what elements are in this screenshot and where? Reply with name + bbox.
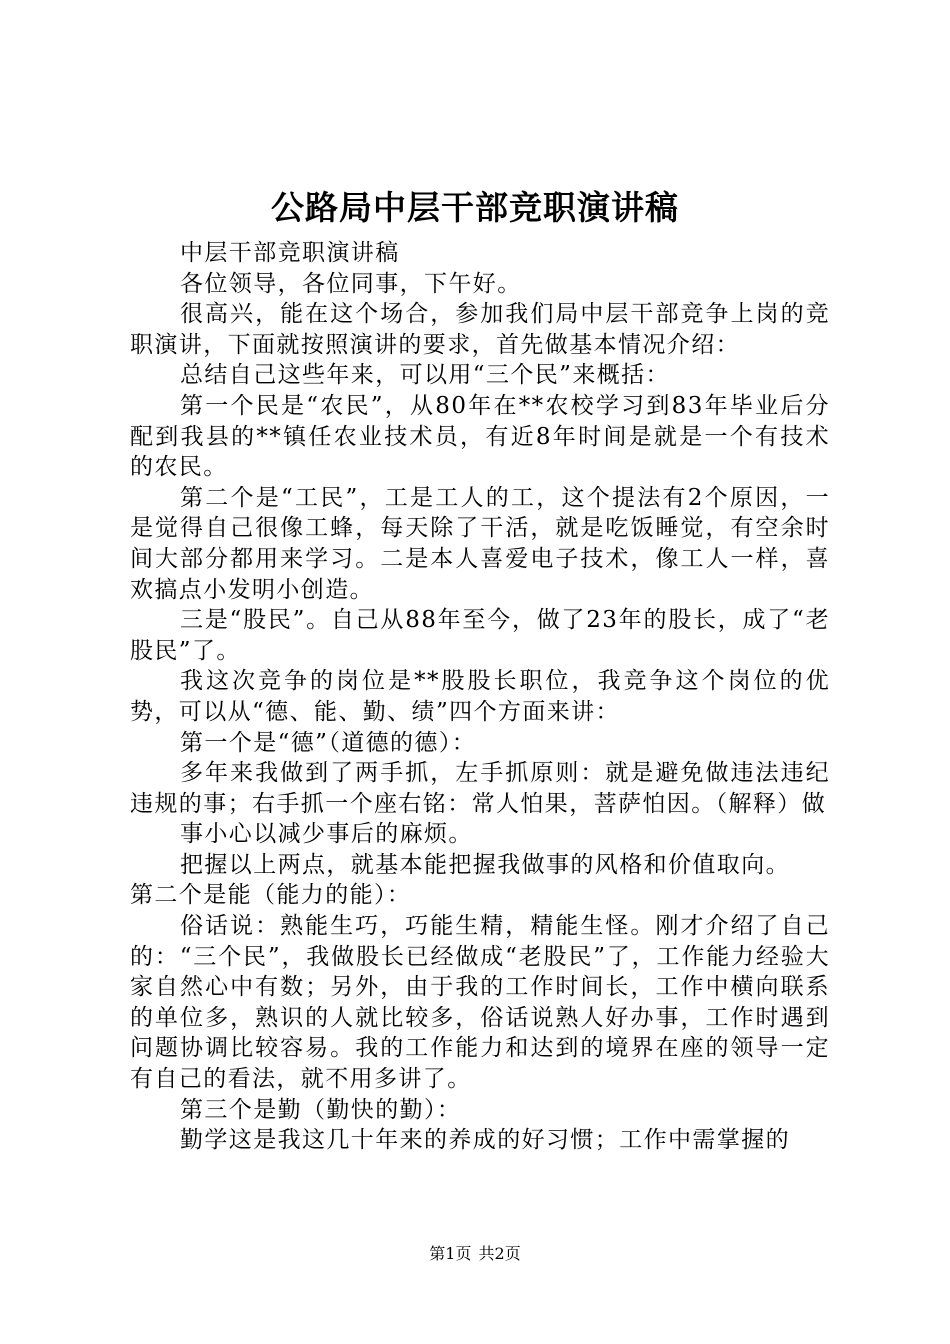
paragraph-greeting: 各位领导，各位同事，下午好。 [180, 270, 522, 297]
paragraph-virtue-cont: 事小心以减少事后的麻烦。 [180, 821, 473, 848]
paragraph-position: 我这次竞争的岗位是**股股长职位，我竞争这个岗位的优势，可以从“德、能、勤、绩”四个方面来讲： [130, 668, 830, 725]
paragraph-intro: 很高兴，能在这个场合，参加我们局中层干部竞争上岗的竞职演讲，下面就按照演讲的要求，首先做基本情况介绍： [130, 301, 830, 358]
paragraph-diligence-heading: 第三个是勤（勤快的勤）： [180, 1096, 462, 1123]
page-total: 共2页 [478, 1244, 521, 1263]
paragraph-ability: 俗话说：熟能生巧，巧能生精，精能生怪。刚才介绍了自己的：“三个民”，我做股长已经做成“老股民”了，工作能力经验大家自然心中有数；另外，由于我的工作时间长，工作中横向联系的单位多，熟识的人就比较多，俗话说熟人好办事，工作时遇到问题协调比较容易。我的工作能力和达到的境界在座的领导一定有自己的看法，就不用多讲了。 [130, 913, 830, 1093]
paragraph-virtue: 多年来我做到了两手抓，左手抓原则：就是避免做违法违纪违规的事；右手抓一个座右铭：常人怕果，菩萨怕因。（解释）做 [130, 760, 830, 817]
paragraph-diligence: 勤学这是我这几十年来的养成的好习惯；工作中需掌握的 [180, 1127, 790, 1154]
paragraph-virtue-heading: 第一个是“德”（道德的德）： [180, 729, 477, 756]
paragraph-virtue-summary: 把握以上两点，就基本能把握我做事的风格和价值取向。 [180, 851, 790, 878]
paragraph-farmer: 第一个民是“农民”，从80年在**农校学习到83年毕业后分配到我县的**镇任农业技术员，有近8年时间是就是一个有技术的农民。 [130, 392, 830, 481]
document-body [130, 238, 830, 1156]
document-title: 公路局中层干部竞职演讲稿 [271, 188, 679, 227]
paragraph-shareholder: 三是“股民”。自己从88年至今，做了23年的股长，成了“老股民”了。 [130, 607, 830, 664]
paragraph-summary: 总结自己这些年来，可以用“三个民”来概括： [180, 362, 670, 389]
paragraph-subtitle: 中层干部竞职演讲稿 [180, 240, 400, 266]
page-footer [0, 1243, 950, 1265]
page-number: 第1页 [429, 1244, 472, 1263]
paragraph-worker: 第二个是“工民”，工是工人的工，这个提法有2个原因，一是觉得自己很像工蜂，每天除了干活，就是吃饭睡觉，有空余时间大部分都用来学习。二是本人喜爱电子技术，像工人一样，喜欢搞点小发明小创造。 [130, 484, 830, 603]
paragraph-ability-heading: 第二个是能（能力的能）： [130, 882, 412, 909]
